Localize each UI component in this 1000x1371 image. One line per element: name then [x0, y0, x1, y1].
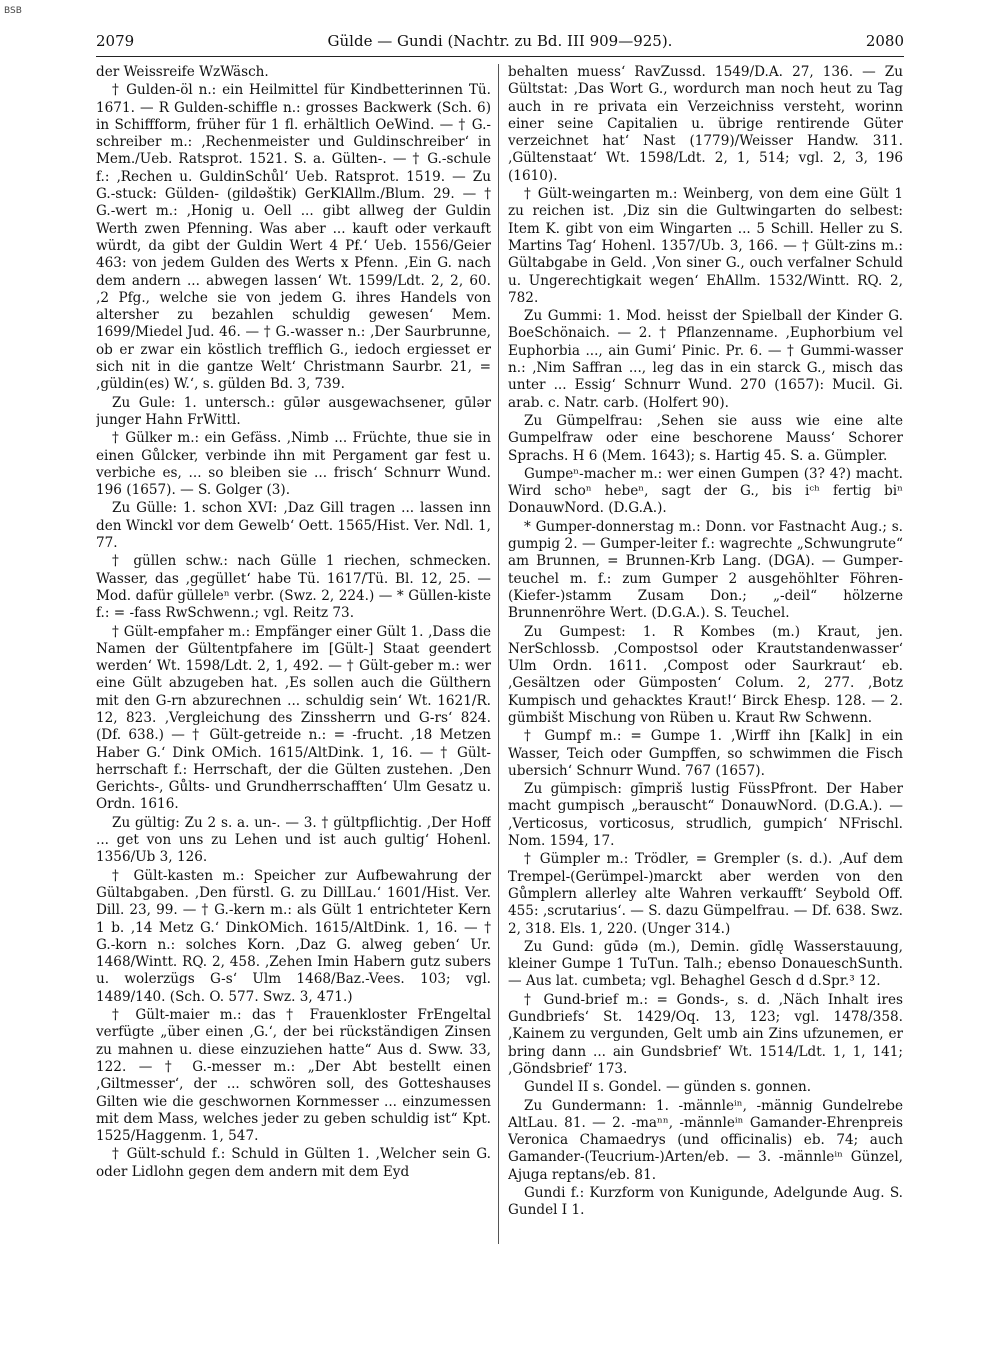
header-rule — [96, 56, 904, 57]
library-stamp: BSB — [4, 6, 22, 16]
entry-paragraph: Gumpeⁿ-macher m.: wer einen Gumpen (3? 4?) macht. Wird schoⁿ hebeⁿ, sagt der G., bis iᶜʰ fertig biⁿ DonauwNord. (D.G.A.). — [508, 465, 903, 517]
entry-paragraph: † Gulden-öl n.: ein Heilmittel für Kindbetterinnen Tü. 1671. — R Gulden-schiffle n.: grosses Backwerk (Sch. 6) in Schiffform, früher für 1 fl. erhältlich OeWind. — † G.-schreiber m.: ‚Rechenmeister und Guldinschreiber‘ in Mem./Ueb. Ratsprot. 1521. S. a. Gülten-. — † G.-schule f.: ‚Rechen u. GuldinSchůl‘ Ueb. Ratsprot. 1519. — Zu G.-stuck: Gülden- (gildəštik) GerKlAllm./Blum. 29. — † G.-wert m.: ‚Honig u. Oell ... gibt allweg der Guldin Werth zwen Pfenning. Was aber ... kauft oder verkauft würdt, da gibt der Guldin Wert 4 Pf.‘ Ueb. 1556/Geier 463: von jedem Gulden des Werts x Pfenn. ‚Ein G. nach dem andern ... abwegen lassen‘ Wt. 1599/Ldt. 2, 2, 60. ‚2 Pfg., welche sie von jedem G. ihres Handels von altersher zu bezahlen schuldig gewesen‘ Mem. 1699/Miedel Jud. 46. — † G.-wasser n.: ‚Der Saurbrunne, ob er zwar ein köstlich trefflich G., iedoch ergiesset er sich nit in die gantze Welt‘ Christmann Saurbr. 21, = ‚güldin(es) W.‘, s. gülden Bd. 3, 739. — [96, 82, 491, 393]
page-number-left: 2079 — [96, 32, 135, 50]
entry-paragraph: der Weissreife WzWäsch. — [96, 64, 269, 80]
entry-paragraph: † güllen schw.: nach Gülle 1 riechen, schmecken. Wasser, das ‚gegüllet‘ habe Tü. 1617/Tü. Bl. 12, 25. — Mod. dafür gülleleⁿ verbr. (Swz. 2, 224.) — * Güllen-kiste f.: = -fass RwSchwenn.; vgl. Reitz 73. — [96, 553, 491, 622]
entry-paragraph: † Gült-weingarten m.: Weinberg, von dem eine Gült 1 zu reichen ist. ‚Diz sin die Gultwingarten do selbest: Item K. gibt von eim Wingarten ... 5 Schill. Heller zu S. Martins Tag‘ Hohenl. 1357/Ub. 3, 166. — † Gült-zins m.: Gültabgabe in Geld. ‚Von siner G., ouch verfalner Schuld u. Ungerechtigkait wegen‘ EhAllm. 1532/Wintt. RQ. 2, 782. — [508, 186, 903, 306]
left-column — [96, 64, 491, 1244]
entry-paragraph: Zu gümpisch: gīmpriš lustig FüssPfront. Der Haber macht gumpisch „berauscht“ DonauwNord. (D.G.A.). — ‚Verticosus, vorticosus, strudlich, gumpich‘ NFrischl. Nom. 1594, 17. — [508, 781, 903, 850]
entry-paragraph: † Gülker m.: ein Gefäss. ‚Nimb ... Früchte, thue sie in einen Gůlcker, verbinde ihn mit Pergament gar fest u. verbiche es, ... so bleiben sie ... frisch‘ Schnurr Wund. 196 (1657). — S. Golger (3). — [96, 430, 491, 499]
entry-paragraph: behalten muess‘ RavZussd. 1549/D.A. 27, 136. — Zu Gültstat: ‚Das Wort G., wordurch man noch heut zu Tag auch in re privata ein Verzeichniss versteht, worinn einer seine Capitalien u. übrige rentirende Güter verzeichnet hat‘ Nast (1779)/Weisser Handw. 311. ‚Gültenstaat‘ Wt. 1598/Ldt. 2, 1, 514; vgl. 2, 3, 196 (1610). — [508, 64, 903, 184]
entry-paragraph: Zu Gülle: 1. schon XVI: ‚Daz Gill tragen ... lassen inn den Winckl vor dem Gewelb‘ Oett. 1565/Hist. Ver. Ndl. 1, 77. — [96, 500, 491, 552]
entry-paragraph: † Gumpf m.: = Gumpe 1. ‚Wirff ihn [Kalk] in ein Wasser, Teich oder Gumpffen, so schwimmen die Fisch ubersich‘ Schnurr Wund. 767 (1657). — [508, 728, 903, 779]
column-divider — [498, 64, 499, 1244]
page-header — [96, 32, 904, 54]
entry-paragraph: Zu Gumpest: 1. R Kombes (m.) Kraut, jen. NerSchlossb. ‚Compostsol oder Krautstandenwasser‘ Ulm Ordn. 1611. ‚Compost oder Saurkraut‘ eb. ‚Gesältzen oder Gümposten‘ Colum. 2, 277. ‚Botz Kumpisch und gehacktes Kraut!‘ Birck Ehesp. 128. — 2. gümbišt Mischung von Rüben u. Kraut Rw Schwenn. — [508, 623, 903, 726]
entry-paragraph: † Gund-brief m.: = Gonds-, s. d. ‚Näch Inhalt ires Gundbriefs‘ St. 1429/Oq. 13, 123; vgl. 1478/358. ‚Kainem zu vergunden, Gelt umb ain Zins ufzunemen, er bring dann ... ain Gundsbrief‘ Wt. 1514/Ldt. 1, 1, 141; ‚Göndsbrief‘ 173. — [508, 991, 903, 1077]
entry-paragraph: † Gült-schuld f.: Schuld in Gülten 1. ‚Welcher sein G. oder Lidlohn gegen dem andern mit dem Eyd — [96, 1146, 491, 1180]
entry-paragraph: † Gült-maier m.: das † Frauenkloster FrEngeltal verfügte „über einen ‚G.‘, der bei rückständigen Zinsen zu mahnen u. diese einzuziehen hatte“ Aus d. Sww. 33, 122. — † G.-messer m.: „Der Abt bestellt einen ‚Giltmesser‘, der ... schwören soll, des Gotteshauses Gilten wie die geschwornen Kornmesser ... einzumessen mit dem Mass, welches jeder zu geben schuldig ist“ Kpt. 1525/Haggenm. 1, 547. — [96, 1007, 491, 1145]
entry-paragraph: * Gumper-donnerstag m.: Donn. vor Fastnacht Aug.; s. gumpig 2. — Gumper-leiter f.: wagrechte „Schwungrute“ am Brunnen, = Brunnen-Krb Lang. (DGA). — Gumper-teuchel m. f.: zum Gumper 2 ausgehöhlter Föhren-(Kiefer-)stamm Zusam Don.; „-deil“ hölzerne Brunnenröhre Wert. (D.G.A.). S. Teuchel. — [508, 518, 903, 622]
entry-paragraph: Gundel II s. Gondel. — günden s. gonnen. — [524, 1079, 812, 1096]
entry-paragraph: Zu Gummi: 1. Mod. heisst der Spielball der Kinder G. BoeSchönaich. — 2. † Pflanzenname. ‚Euphorbium vel Euphorbia ..., ain Gumi‘ Pinic. Pr. 6. — † Gummi-wasser n.: ‚Nim Saffran ..., leg das in ein starck G., misch das unter ... Essig‘ Schnurr Wund. 270 (1657): Mucil. Gi. arab. c. Natr. carb. (Holfert 90). — [508, 308, 903, 411]
entry-paragraph: Zu Gule: 1. untersch.: gūlər ausgewachsener, gūlər junger Hahn FrWittl. — [96, 394, 491, 428]
entry-paragraph: † Gült-kasten m.: Speicher zur Aufbewahrung der Gültabgaben. ‚Den fürstl. G. zu DillLau.‘ 1601/Hist. Ver. Dill. 23, 99. — † G.-kern m.: als Gült 1 entrichteter Kern 1 b. ‚14 Metz G.‘ DinkOMich. 1615/AltDink. 1, 16. — † G.-korn n.: solches Korn. ‚Daz G. alweg geben‘ Ur. 1468/Wintt. RQ. 2, 458. ‚Zehen Imin Habern gutz subers u. wolerzügs G-s‘ Ulm 1468/Baz.-Vees. 103; vgl. 1489/140. (Sch. O. 577. Swz. 3, 471.) — [96, 867, 491, 1005]
entry-paragraph: Zu Gund: gūdə (m.), Demin. gīdlę Wasserstauung, kleiner Gumpe 1 TuTun. Talh.; ebenso DonaueschSunth. — Aus lat. cumbeta; vgl. Behaghel Gesch d d.Spr.³ 12. — [508, 938, 903, 990]
entry-paragraph: † Gümpler m.: Trödler, = Grempler (s. d.). ‚Auf dem Trempel-(Gerümpel-)marckt aber werden von den Gůmplern allerley alte Wahren verkaufft‘ Seybold Off. 455: ‚scrutarius‘. — S. dazu Gümpelfrau. — Df. 638. Swz. 2, 318. Els. 1, 220. (Unger 314.) — [508, 851, 903, 937]
entry-paragraph: † Gült-empfaher m.: Empfänger einer Gült 1. ‚Dass die Namen der Gültentpfahere im [Gült-] Staat geendert werden‘ Wt. 1598/Ldt. 2, 1, 492. — † Gült-geber m.: wer eine Gült abzugeben hat. ‚Es sollen auch die Gülthern mit den G-rn abzurechnen ... schuldig sein‘ Wt. 1621/R. 12, 823. ‚Vergleichung des Zinssherrn und G-rs‘ 824. (Df. 638.) — † Gült-getreide n.: = -frucht. ‚18 Metzen Haber G.‘ Dink OMich. 1615/AltDink. 1, 16. — † Gült-herrschaft f.: Herrschaft, der die Gülten zustehen. ‚Den Gerichts-, Gůlts- und Grundherrschafften‘ Ulm Gesatz u. Ordn. 1616. — [96, 623, 491, 813]
entry-paragraph: Zu Gümpelfrau: ‚Sehen sie auss wie eine alte Gumpelfraw oder eine beschorene Mauss‘ Schorer Sprachs. H 6 (Mem. 1643); s. Hartig 45. S. a. Gümpler. — [508, 412, 903, 464]
entry-paragraph: Zu Gundermann: 1. -männleⁱⁿ, -männig Gundelrebe AltLau. 81. — 2. -maⁿⁿ, -männleⁱⁿ Gamander-Ehrenpreis Veronica Chamaedrys (und officinalis) eb. 74; auch Gamander-(Teucrium-)Arten/eb. — 3. -männleⁱⁿ Günzel, Ajuga reptans/eb. 81. — [508, 1097, 903, 1183]
running-title: Gülde — Gundi (Nachtr. zu Bd. III 909—925). — [327, 32, 673, 50]
right-column — [508, 64, 903, 1244]
entry-paragraph: Zu gültig: Zu 2 s. a. un-. — 3. † gültpflichtig. ‚Der Hoff ... get von uns zu Lehen und ist auch gultig‘ Hohenl. 1356/Ub 3, 126. — [96, 814, 491, 866]
entry-paragraph: Gundi f.: Kurzform von Kunigunde, Adelgunde Aug. S. Gundel I 1. — [508, 1185, 903, 1219]
page-number-right: 2080 — [865, 32, 904, 50]
